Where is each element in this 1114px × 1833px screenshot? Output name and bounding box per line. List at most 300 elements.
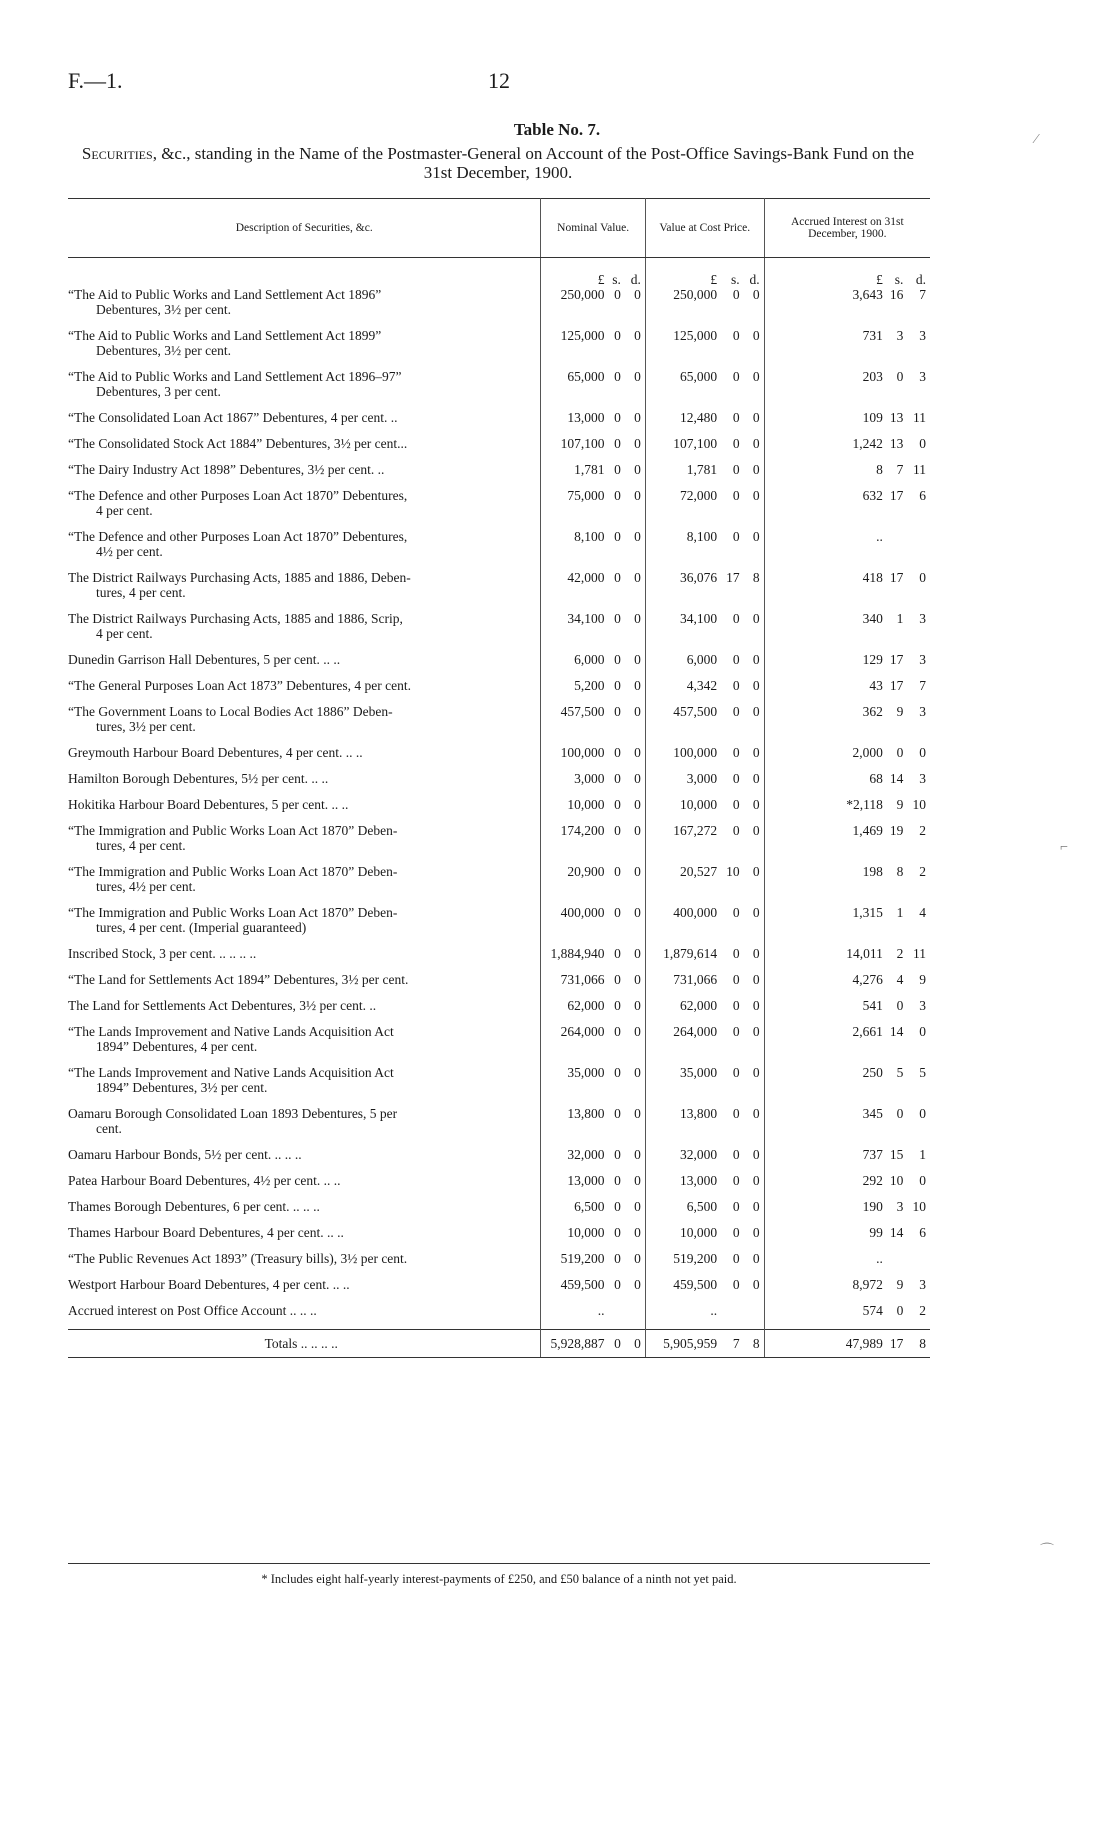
interest-pence: 2: [919, 864, 926, 879]
description-continuation: tures, 3½ per cent.: [96, 719, 196, 734]
security-description: [68, 771, 541, 797]
security-description: [68, 570, 541, 611]
interest-pence: [907, 529, 930, 570]
interest-pence: [907, 1251, 930, 1277]
cost-pence: [744, 1303, 765, 1330]
interest-pence: 3: [919, 328, 926, 343]
description-line: “The Aid to Public Works and Land Settlement Act 1896–97”: [68, 369, 402, 384]
description-line: Hokitika Harbour Board Debentures, 5 per cent. .. ..: [68, 797, 349, 812]
security-description: [68, 1251, 541, 1277]
table-body: [68, 258, 930, 1358]
interest-shillings: 14: [889, 771, 904, 786]
table-row: [68, 488, 930, 529]
interest-pence: 7: [919, 287, 926, 302]
interest-pence: 3: [919, 998, 926, 1013]
interest-pence: 0: [919, 1106, 926, 1121]
description-line: Oamaru Borough Consolidated Loan 1893 Debentures, 5 per: [68, 1106, 398, 1121]
table-row: [68, 1277, 930, 1303]
cost-pounds: 35,000: [679, 1065, 718, 1080]
interest-pounds: 129: [862, 652, 883, 667]
security-description: [68, 1106, 541, 1147]
nominal-pence: 0: [625, 771, 645, 797]
cost-pence: 0: [744, 328, 765, 369]
cost-shillings: 0: [732, 1106, 740, 1121]
security-description: [68, 1199, 541, 1225]
cost-pence: 0: [744, 1065, 765, 1106]
table-row: [68, 823, 930, 864]
table-row: [68, 1024, 930, 1065]
cost-pence: 0: [744, 823, 765, 864]
interest-pence: 2: [919, 823, 926, 838]
security-description: [68, 823, 541, 864]
interest-pounds: 190: [862, 1199, 883, 1214]
total-cost-pounds: 5,905,959: [645, 1330, 719, 1358]
interest-pounds: 632: [862, 488, 883, 503]
nominal-pence: 0: [625, 678, 645, 704]
security-description: [68, 972, 541, 998]
cost-shillings: 10: [726, 864, 740, 879]
security-description: [68, 1277, 541, 1303]
cost-shillings: 0: [732, 488, 740, 503]
nominal-pounds: 400,000: [560, 905, 605, 920]
nominal-pounds: ..: [597, 1303, 605, 1318]
cost-pounds: 100,000: [673, 745, 718, 760]
interest-pounds: 1,242: [852, 436, 883, 451]
totals-row: [68, 1330, 930, 1358]
nominal-pounds: 32,000: [567, 1147, 605, 1162]
cost-pence: 0: [744, 704, 765, 745]
security-description: [68, 1225, 541, 1251]
description-line: “The Immigration and Public Works Loan Act 1870” Deben-: [68, 823, 398, 838]
interest-pence: 11: [913, 946, 926, 961]
interest-pence: 6: [919, 488, 926, 503]
nominal-pence: 0: [625, 287, 645, 328]
total-interest-pounds: 47,989: [764, 1330, 885, 1358]
subtitle-rest: , &c., standing in the Name of the Postmaster-General on Account of the Post-Office Savings-Bank Fund on the 31st December, 1900.: [152, 144, 915, 182]
interest-pounds: *2,118: [846, 797, 883, 812]
interest-pounds: 8,972: [852, 1277, 883, 1292]
interest-shillings: 16: [889, 287, 904, 302]
interest-shillings: [885, 529, 908, 570]
interest-pence: 3: [919, 369, 926, 384]
cost-pence: 0: [744, 410, 765, 436]
description-line: “The Public Revenues Act 1893” (Treasury bills), 3½ per cent.: [68, 1251, 408, 1266]
security-description: [68, 611, 541, 652]
interest-pence: 0: [919, 570, 926, 585]
cost-shillings: 0: [732, 369, 740, 384]
table-row: [68, 797, 930, 823]
description-continuation: tures, 4½ per cent.: [96, 879, 196, 894]
cost-pence: 0: [744, 1199, 765, 1225]
col-header-nominal: Nominal Value.: [541, 199, 645, 258]
interest-pence: 10: [912, 797, 926, 812]
unit-s: s.: [730, 272, 740, 287]
security-description: [68, 1147, 541, 1173]
description-line: “The General Purposes Loan Act 1873” Debentures, 4 per cent.: [68, 678, 412, 693]
cost-shillings: [719, 1303, 744, 1330]
cost-pence: 0: [744, 1277, 765, 1303]
interest-shillings: 0: [896, 1303, 904, 1318]
description-continuation: Debentures, 3½ per cent.: [96, 302, 231, 317]
nominal-pounds: 13,000: [567, 410, 605, 425]
description-continuation: tures, 4 per cent.: [96, 585, 186, 600]
total-interest-shillings: 17: [885, 1330, 908, 1358]
cost-pounds: 12,480: [679, 410, 718, 425]
table-row: [68, 946, 930, 972]
nominal-pounds: 10,000: [567, 797, 605, 812]
cost-pounds: 125,000: [673, 328, 718, 343]
cost-pounds: 62,000: [679, 998, 718, 1013]
description-line: “The Aid to Public Works and Land Settlement Act 1896”: [68, 287, 382, 302]
interest-pence: 0: [919, 436, 926, 451]
security-description: [68, 410, 541, 436]
nominal-pence: 0: [625, 704, 645, 745]
cost-pence: 0: [744, 745, 765, 771]
security-description: [68, 369, 541, 410]
table-subtitle: [68, 144, 928, 182]
nominal-pence: 0: [625, 1173, 645, 1199]
nominal-pence: 0: [625, 745, 645, 771]
table-row: [68, 972, 930, 998]
security-description: [68, 745, 541, 771]
cost-pounds: 250,000: [673, 287, 718, 302]
nominal-pounds: 459,500: [560, 1277, 605, 1292]
interest-shillings: 4: [896, 972, 904, 987]
cost-pence: 0: [744, 611, 765, 652]
cost-shillings: 0: [732, 797, 740, 812]
nominal-pounds: 125,000: [560, 328, 605, 343]
nominal-pounds: 174,200: [560, 823, 605, 838]
cost-shillings: 0: [732, 946, 740, 961]
interest-shillings: 17: [889, 678, 904, 693]
interest-pounds: 737: [862, 1147, 883, 1162]
cost-pence: 0: [744, 771, 765, 797]
security-description: [68, 905, 541, 946]
cost-pence: 0: [744, 369, 765, 410]
cost-pounds: 34,100: [679, 611, 718, 626]
description-line: “The Defence and other Purposes Loan Act 1870” Debentures,: [68, 529, 408, 544]
cost-pounds: 519,200: [673, 1251, 718, 1266]
nominal-shillings: 0: [614, 1173, 621, 1188]
unit-pound: £: [597, 272, 605, 287]
cost-shillings: 0: [732, 462, 740, 477]
table-row: [68, 328, 930, 369]
nominal-shillings: 0: [614, 1225, 621, 1240]
interest-shillings: 13: [889, 436, 904, 451]
cost-pence: 0: [744, 1225, 765, 1251]
col-header-interest: Accrued Interest on 31st December, 1900.: [764, 199, 930, 258]
interest-shillings: 13: [889, 410, 904, 425]
interest-pounds: ..: [876, 1251, 883, 1266]
security-description: [68, 1173, 541, 1199]
interest-pounds: 1,315: [852, 905, 883, 920]
nominal-shillings: 0: [614, 1065, 621, 1080]
cost-pence: 0: [744, 905, 765, 946]
nominal-pence: 0: [625, 328, 645, 369]
security-description: [68, 998, 541, 1024]
nominal-pence: 0: [625, 1225, 645, 1251]
cost-pounds: 32,000: [679, 1147, 718, 1162]
interest-pounds: 250: [862, 1065, 883, 1080]
nominal-shillings: 0: [614, 972, 621, 987]
cost-pence: 0: [744, 678, 765, 704]
nominal-pounds: 100,000: [560, 745, 605, 760]
description-continuation: Debentures, 3 per cent.: [96, 384, 221, 399]
nominal-pounds: 731,066: [560, 972, 605, 987]
description-line: Hamilton Borough Debentures, 5½ per cent. .. ..: [68, 771, 329, 786]
description-line: Westport Harbour Board Debentures, 4 per cent. .. ..: [68, 1277, 350, 1292]
interest-pence: 6: [919, 1225, 926, 1240]
nominal-pence: 0: [625, 797, 645, 823]
interest-pounds: 345: [862, 1106, 883, 1121]
interest-shillings: [885, 1251, 908, 1277]
interest-pounds: 8: [876, 462, 883, 477]
interest-pounds: 340: [862, 611, 883, 626]
interest-pounds: 109: [862, 410, 883, 425]
security-description: [68, 529, 541, 570]
cost-shillings: 0: [732, 1065, 740, 1080]
cost-pence: 0: [744, 998, 765, 1024]
interest-pounds: 203: [862, 369, 883, 384]
table-row: [68, 1065, 930, 1106]
nominal-shillings: 0: [614, 570, 621, 585]
cost-shillings: 0: [732, 745, 740, 760]
table-row: [68, 1147, 930, 1173]
table-row: [68, 864, 930, 905]
nominal-shillings: 0: [614, 1106, 621, 1121]
interest-pounds: 198: [862, 864, 883, 879]
cost-pounds: 13,000: [679, 1173, 718, 1188]
interest-pence: 3: [919, 611, 926, 626]
cost-shillings: 0: [732, 771, 740, 786]
nominal-pounds: 62,000: [567, 998, 605, 1013]
nominal-pence: 0: [625, 462, 645, 488]
cost-shillings: 0: [732, 678, 740, 693]
nominal-shillings: 0: [614, 488, 621, 503]
cost-pence: 0: [744, 1173, 765, 1199]
cost-pence: 0: [744, 972, 765, 998]
nominal-pence: 0: [625, 1199, 645, 1225]
cost-pence: 0: [744, 652, 765, 678]
nominal-pounds: 457,500: [560, 704, 605, 719]
nominal-shillings: 0: [614, 1251, 621, 1266]
interest-pounds: 362: [862, 704, 883, 719]
interest-pounds: 731: [862, 328, 883, 343]
interest-pounds: 99: [869, 1225, 883, 1240]
nominal-pence: 0: [625, 652, 645, 678]
table-row: [68, 1173, 930, 1199]
interest-pounds: 4,276: [852, 972, 883, 987]
description-line: “The Government Loans to Local Bodies Act 1886” Deben-: [68, 704, 393, 719]
description-line: Thames Borough Debentures, 6 per cent. .. .. ..: [68, 1199, 320, 1214]
description-continuation: 4 per cent.: [96, 626, 153, 641]
cost-pounds: 264,000: [673, 1024, 718, 1039]
cost-pence: 0: [744, 287, 765, 328]
interest-shillings: 17: [889, 652, 904, 667]
security-description: [68, 328, 541, 369]
description-line: “The Consolidated Stock Act 1884” Debentures, 3½ per cent...: [68, 436, 408, 451]
nominal-shillings: 0: [614, 797, 621, 812]
cost-pounds: 10,000: [679, 797, 718, 812]
interest-pence: 0: [919, 1024, 926, 1039]
interest-shillings: 14: [889, 1225, 904, 1240]
nominal-shillings: 0: [614, 1199, 621, 1214]
description-continuation: 1894” Debentures, 4 per cent.: [96, 1039, 258, 1054]
total-nominal-shillings: 0: [606, 1330, 624, 1358]
nominal-shillings: 0: [614, 287, 621, 302]
nominal-shillings: 0: [614, 905, 621, 920]
table-row: [68, 678, 930, 704]
description-line: Oamaru Harbour Bonds, 5½ per cent. .. .. ..: [68, 1147, 302, 1162]
table-row: [68, 998, 930, 1024]
description-line: Dunedin Garrison Hall Debentures, 5 per cent. .. ..: [68, 652, 341, 667]
cost-pounds: 4,342: [686, 678, 718, 693]
nominal-pence: 0: [625, 1147, 645, 1173]
table-row: [68, 410, 930, 436]
interest-pounds: 1,469: [852, 823, 883, 838]
interest-shillings: 9: [896, 704, 904, 719]
security-description: [68, 652, 541, 678]
table-row: [68, 529, 930, 570]
table-row: [68, 462, 930, 488]
total-cost-pence: 8: [744, 1330, 765, 1358]
description-line: The District Railways Purchasing Acts, 1885 and 1886, Deben-: [68, 570, 411, 585]
interest-shillings: 17: [889, 570, 904, 585]
cost-shillings: 0: [732, 998, 740, 1013]
description-line: “The Land for Settlements Act 1894” Debentures, 3½ per cent.: [68, 972, 409, 987]
nominal-pounds: 42,000: [567, 570, 605, 585]
interest-shillings: 19: [889, 823, 904, 838]
cost-pounds: 731,066: [673, 972, 718, 987]
nominal-pounds: 8,100: [574, 529, 605, 544]
security-description: [68, 1024, 541, 1065]
table-title: Table No. 7.: [513, 120, 601, 139]
interest-pence: 10: [912, 1199, 926, 1214]
nominal-pence: 0: [625, 1251, 645, 1277]
cost-pounds: 1,781: [686, 462, 718, 477]
interest-shillings: 17: [889, 488, 904, 503]
cost-pounds: 457,500: [673, 704, 718, 719]
description-line: Patea Harbour Board Debentures, 4½ per cent. .. ..: [68, 1173, 341, 1188]
nominal-pounds: 3,000: [574, 771, 605, 786]
securities-table: [68, 198, 930, 1358]
security-description: [68, 462, 541, 488]
nominal-pounds: 5,200: [574, 678, 605, 693]
nominal-shillings: 0: [614, 771, 621, 786]
interest-pence: 0: [919, 1173, 926, 1188]
cost-pence: 0: [744, 1147, 765, 1173]
interest-pence: 3: [919, 1277, 926, 1292]
page-number: 12: [488, 68, 510, 93]
interest-shillings: 5: [896, 1065, 904, 1080]
nominal-shillings: 0: [614, 1024, 621, 1039]
col-header-cost: Value at Cost Price.: [645, 199, 764, 258]
interest-shillings: 14: [889, 1024, 904, 1039]
cost-pounds: 3,000: [686, 771, 718, 786]
nominal-pounds: 250,000: [560, 287, 605, 302]
nominal-pounds: 1,781: [574, 462, 605, 477]
description-line: Thames Harbour Board Debentures, 4 per cent. .. ..: [68, 1225, 344, 1240]
interest-pence: 9: [919, 972, 926, 987]
cost-pounds: 20,527: [679, 864, 718, 879]
unit-s: s.: [612, 272, 621, 287]
nominal-pence: [625, 1303, 645, 1330]
description-line: “The Immigration and Public Works Loan Act 1870” Deben-: [68, 864, 398, 879]
nominal-shillings: 0: [614, 328, 621, 343]
unit-d: d.: [625, 258, 645, 288]
table-row: [68, 771, 930, 797]
cost-pence: 0: [744, 864, 765, 905]
cost-pounds: 36,076: [679, 570, 718, 585]
nominal-pounds: 65,000: [567, 369, 605, 384]
cost-shillings: 0: [732, 287, 740, 302]
table-row: [68, 436, 930, 462]
cost-pounds: 107,100: [673, 436, 718, 451]
interest-shillings: 7: [896, 462, 904, 477]
cost-pounds: 459,500: [673, 1277, 718, 1292]
cost-pounds: 167,272: [673, 823, 718, 838]
cost-pounds: 13,800: [679, 1106, 718, 1121]
interest-shillings: 9: [896, 1277, 904, 1292]
nominal-pence: 0: [625, 611, 645, 652]
description-continuation: 4½ per cent.: [96, 544, 163, 559]
nominal-shillings: 0: [614, 611, 621, 626]
nominal-shillings: [606, 1303, 624, 1330]
nominal-pounds: 6,500: [574, 1199, 605, 1214]
interest-pence: 0: [919, 745, 926, 760]
table-row: [68, 1303, 930, 1330]
table-row: [68, 1199, 930, 1225]
cost-pence: 8: [744, 570, 765, 611]
nominal-shillings: 0: [614, 704, 621, 719]
nominal-pence: 0: [625, 488, 645, 529]
nominal-pence: 0: [625, 529, 645, 570]
description-line: Accrued interest on Post Office Account .. .. ..: [68, 1303, 317, 1318]
nominal-pounds: 107,100: [560, 436, 605, 451]
interest-shillings: 9: [896, 797, 904, 812]
cost-shillings: 0: [732, 704, 740, 719]
description-continuation: cent.: [96, 1121, 122, 1136]
cost-shillings: 0: [732, 410, 740, 425]
nominal-shillings: 0: [614, 678, 621, 693]
interest-pounds: 292: [862, 1173, 883, 1188]
security-description: [68, 436, 541, 462]
description-continuation: tures, 4 per cent. (Imperial guaranteed): [96, 920, 307, 935]
cost-shillings: 0: [732, 1225, 740, 1240]
nominal-pounds: 13,800: [567, 1106, 605, 1121]
interest-pence: 3: [919, 771, 926, 786]
nominal-shillings: 0: [614, 745, 621, 760]
interest-pence: 2: [919, 1303, 926, 1318]
cost-pence: 0: [744, 1106, 765, 1147]
total-nominal-pounds: 5,928,887: [541, 1330, 607, 1358]
table-row: [68, 369, 930, 410]
nominal-shillings: 0: [614, 1277, 621, 1292]
interest-shillings: 8: [896, 864, 904, 879]
description-line: “The Defence and other Purposes Loan Act 1870” Debentures,: [68, 488, 408, 503]
cost-shillings: 0: [732, 652, 740, 667]
security-description: [68, 1303, 541, 1330]
interest-pence: 11: [913, 410, 926, 425]
table-row: [68, 1251, 930, 1277]
table-row: [68, 1106, 930, 1147]
margin-mark: ⌐: [1060, 840, 1068, 855]
table-row: [68, 745, 930, 771]
cost-shillings: 0: [732, 1277, 740, 1292]
total-interest-pence: 8: [907, 1330, 930, 1358]
description-line: “The Aid to Public Works and Land Settlement Act 1899”: [68, 328, 382, 343]
cost-pence: 0: [744, 529, 765, 570]
